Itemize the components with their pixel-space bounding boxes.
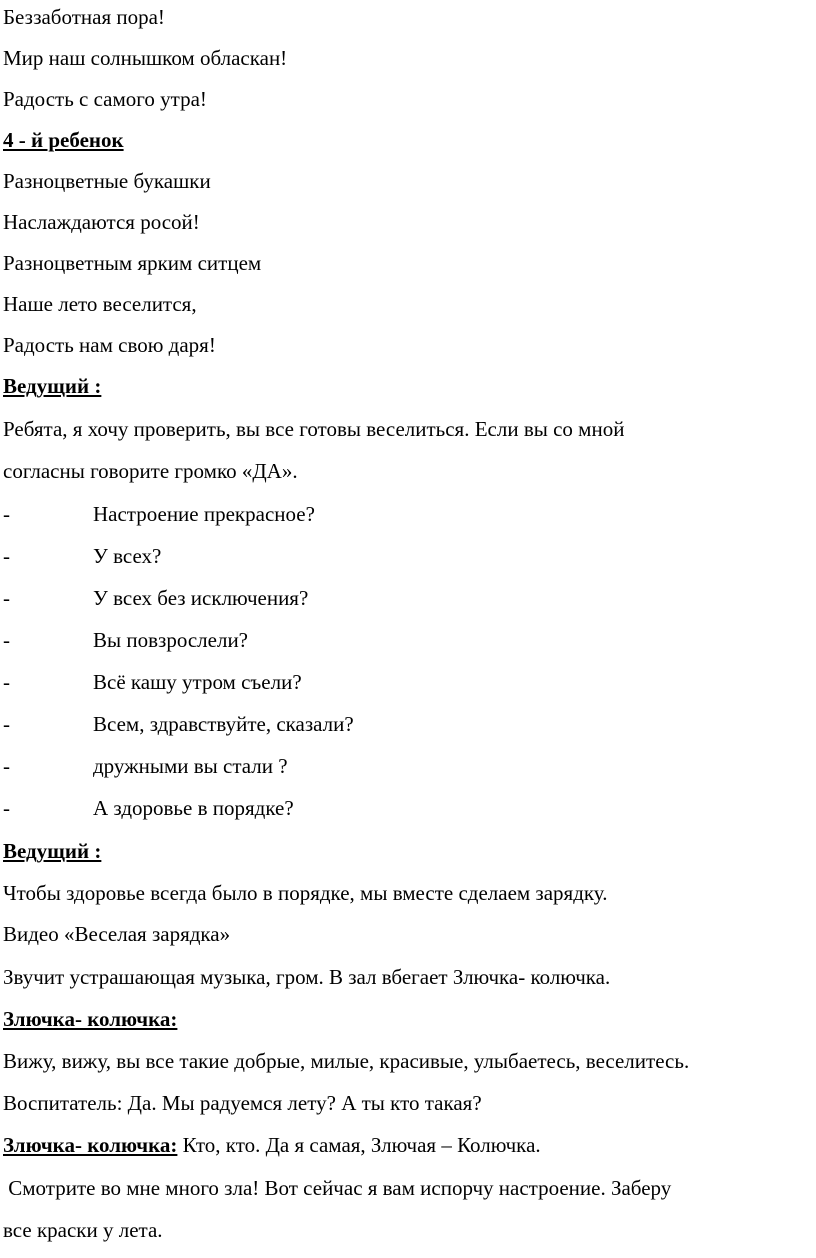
poem-line: Наше лето веселится, <box>3 292 197 316</box>
paragraph-line: Вижу, вижу, вы все такие добрые, милые, красивые, улыбаетесь, веселитесь. <box>3 1049 690 1073</box>
paragraph-line: согласны говорите громко «ДА». <box>3 459 298 483</box>
poem-line: Мир наш солнышком обласкан! <box>3 46 288 70</box>
paragraph-line: Смотрите во мне много зла! Вот сейчас я вам испорчу настроение. Заберу <box>3 1176 672 1200</box>
list-marker: - <box>3 670 10 694</box>
speaker-line <box>3 1133 541 1157</box>
list-marker: - <box>3 796 10 820</box>
speaker-name: Злючка- колючка: <box>3 1133 178 1157</box>
poem-line: Радость нам свою даря! <box>3 333 216 357</box>
paragraph-line: Ребята, я хочу проверить, вы все готовы веселиться. Если вы со мной <box>3 417 625 441</box>
poem-line: Разноцветным ярким ситцем <box>3 251 262 275</box>
paragraph-line: все краски у лета. <box>3 1218 163 1242</box>
list-marker: - <box>3 628 10 652</box>
list-item-text: У всех без исключения? <box>93 586 309 610</box>
speaker-heading: Ведущий : <box>3 374 102 398</box>
list-item-text: дружными вы стали ? <box>93 754 288 778</box>
speaker-heading: Злючка- колючка: <box>3 1007 178 1031</box>
list-marker: - <box>3 544 10 568</box>
speaker-text: Кто, кто. Да я самая, Злючая – Колючка. <box>177 1133 541 1157</box>
list-item-text: Всем, здравствуйте, сказали? <box>93 712 354 736</box>
list-item-text: У всех? <box>93 544 162 568</box>
paragraph-line: Видео «Веселая зарядка» <box>3 922 231 946</box>
list-marker: - <box>3 712 10 736</box>
stage-direction: Звучит устрашающая музыка, гром. В зал вбегает Злючка- колючка. <box>3 965 611 989</box>
poem-line: Беззаботная пора! <box>3 5 165 29</box>
speaker-heading: Ведущий : <box>3 839 102 863</box>
paragraph-line: Воспитатель: Да. Мы радуемся лету? А ты кто такая? <box>3 1091 482 1115</box>
list-marker: - <box>3 754 10 778</box>
list-item-text: А здоровье в порядке? <box>93 796 294 820</box>
poem-line: Радость с самого утра! <box>3 87 207 111</box>
speaker-heading: 4 - й ребенок <box>3 128 124 152</box>
poem-line: Наслаждаются росой! <box>3 210 200 234</box>
list-item-text: Всё кашу утром съели? <box>93 670 302 694</box>
poem-line: Разноцветные букашки <box>3 169 211 193</box>
list-item-text: Вы повзрослели? <box>93 628 248 652</box>
paragraph-line: Чтобы здоровье всегда было в порядке, мы вместе сделаем зарядку. <box>3 881 608 905</box>
list-marker: - <box>3 502 10 526</box>
list-marker: - <box>3 586 10 610</box>
list-item-text: Настроение прекрасное? <box>93 502 315 526</box>
